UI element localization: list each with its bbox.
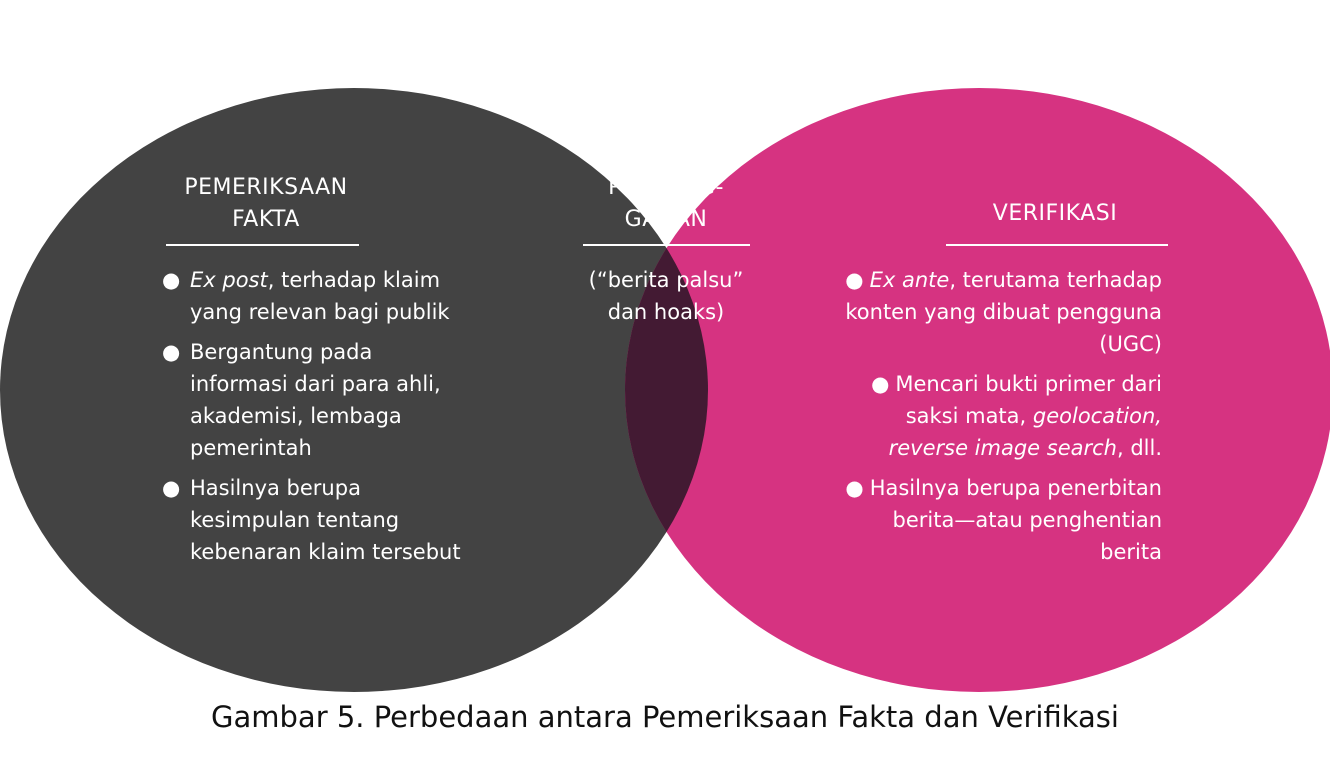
left-item-1-emphasis: Ex post (190, 268, 268, 292)
bullet-icon: ● (162, 268, 181, 292)
right-item-3-text: Hasilnya berupa penerbitan berita—atau penghentian berita (869, 476, 1162, 564)
left-item-3-text: Hasilnya berupa kesimpulan tentang kebenaran klaim tersebut (190, 476, 461, 564)
left-heading-line1: PEMERIKSAAN (184, 175, 348, 200)
bullet-icon: ● (162, 476, 181, 500)
center-heading (560, 172, 772, 236)
bullet-icon: ● (162, 340, 181, 364)
right-item-1-emphasis: Ex ante (869, 268, 950, 292)
center-subtitle (560, 264, 772, 328)
left-heading (166, 172, 366, 236)
center-subtitle-line1: (“berita palsu” (588, 268, 744, 292)
right-divider (946, 244, 1168, 246)
right-item-2-emphasis: geolocation, reverse image search (888, 404, 1162, 460)
bullet-icon: ● (845, 476, 864, 500)
list-item (162, 472, 472, 568)
center-heading-line1: PENYANG- (608, 175, 724, 200)
right-item-2-text: Mencari bukti primer dari saksi mata, (895, 372, 1162, 428)
center-divider (583, 244, 750, 246)
list-item (842, 368, 1162, 464)
left-item-2-text: Bergantung pada informasi dari para ahli, akademisi, lembaga pemerintah (190, 340, 441, 460)
center-subtitle-line2: dan hoaks) (607, 300, 725, 324)
left-item-1-text: , terhadap klaim yang relevan bagi publik (190, 268, 450, 324)
left-list (162, 264, 472, 576)
bullet-icon: ● (845, 268, 864, 292)
left-heading-line2: FAKTA (232, 207, 300, 232)
list-item (162, 264, 472, 328)
right-item-2-tail: , dll. (1116, 436, 1162, 460)
list-item (162, 336, 472, 464)
right-heading: VERIFIKASI (992, 201, 1118, 226)
left-divider (166, 244, 359, 246)
figure-caption: Gambar 5. Perbedaan antara Pemeriksaan Fakta dan Verifikasi (211, 700, 1119, 734)
right-list (842, 264, 1162, 576)
list-item (842, 472, 1162, 568)
right-item-1-text: , terutama terhadap konten yang dibuat pengguna (UGC) (845, 268, 1162, 356)
list-item (842, 264, 1162, 360)
bullet-icon: ● (871, 372, 890, 396)
center-heading-line2: GAHAN (624, 207, 708, 232)
